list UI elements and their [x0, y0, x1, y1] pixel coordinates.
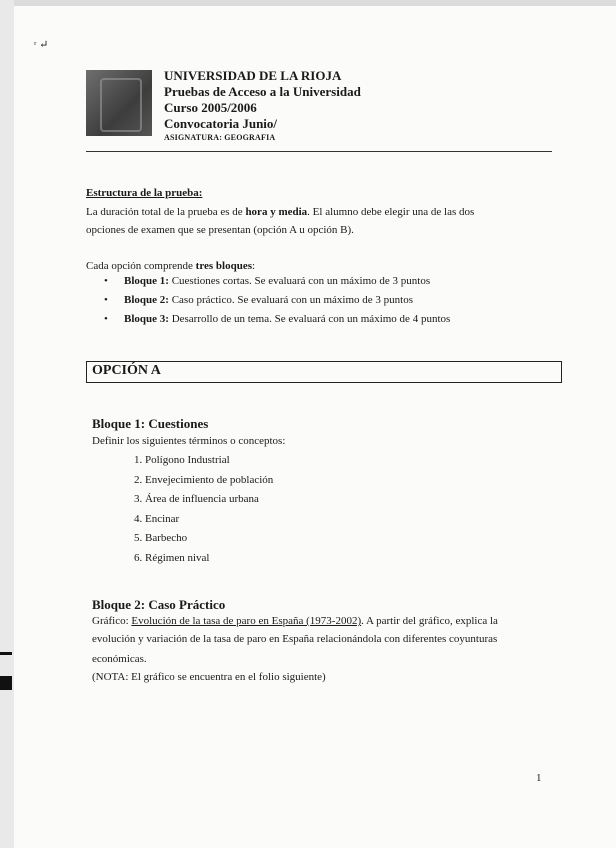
blocks-intro-bold: tres bloques	[195, 260, 252, 272]
scan-mark	[0, 652, 12, 655]
list-item: 3. Área de influencia urbana	[134, 493, 259, 505]
duration-bold: hora y media	[245, 206, 308, 218]
blocks-intro-start: Cada opción comprende	[86, 260, 196, 272]
header-divider	[86, 151, 552, 152]
graph-title: Evolución de la tasa de paro en España (1973-2002)	[131, 615, 362, 627]
graph-instruction: . A partir del gráfico, explica la	[361, 615, 498, 627]
list-item	[104, 272, 450, 291]
bloque2-line2: evolución y variación de la tasa de paro en España relacionándola con diferentes coyunturas	[92, 633, 498, 645]
list-item: 6. Régimen nival	[134, 551, 210, 564]
bloque2-note: (NOTA: El gráfico se encuentra en el folio siguiente)	[92, 671, 326, 683]
bloque1-title: Bloque 1: Cuestiones	[92, 416, 209, 431]
exam-session: Convocatoria Junio/	[164, 116, 278, 131]
bloque2-paragraph	[92, 612, 498, 630]
list-item	[104, 310, 450, 329]
scan-left-strip	[0, 0, 14, 848]
logo-emblem	[100, 78, 142, 132]
duration-paragraph-line2: opciones de examen que se presentan (opción A u opción B).	[86, 224, 354, 236]
graph-lead: Gráfico:	[92, 615, 132, 627]
terms-list	[134, 451, 273, 568]
university-name: UNIVERSIDAD DE LA RIOJA	[164, 68, 342, 83]
structure-title: Estructura de la prueba:	[86, 187, 203, 199]
duration-text-end: . El alumno debe elegir una de las dos	[307, 206, 475, 218]
course-year: Curso 2005/2006	[164, 100, 257, 115]
blocks-list	[104, 272, 450, 329]
subject-line: ASIGNATURA: GEOGRAFIA	[164, 133, 276, 142]
scan-mark	[0, 676, 12, 690]
list-item: 2. Envejecimiento de población	[134, 473, 274, 486]
bloque2-line3: económicas.	[92, 653, 147, 665]
list-item: 5. Barbecho	[134, 532, 188, 544]
duration-paragraph	[86, 203, 474, 221]
block-label: Bloque 1:	[124, 275, 169, 287]
university-logo	[86, 70, 152, 136]
page-number: 1	[536, 772, 542, 784]
duration-text-start: La duración total de la prueba es de	[86, 206, 246, 218]
bloque1-intro: Definir los siguientes términos o conceptos:	[92, 435, 286, 447]
bullet-icon: •	[104, 294, 108, 306]
bloque2-title: Bloque 2: Caso Práctico	[92, 597, 226, 612]
list-item	[104, 291, 450, 310]
block-description: Cuestiones cortas. Se evaluará con un máximo de 3 puntos	[168, 275, 431, 287]
block-label: Bloque 2:	[124, 294, 169, 306]
scan-artifact: ʳ ↵	[34, 39, 49, 51]
bullet-icon: •	[104, 313, 108, 325]
exam-name: Pruebas de Acceso a la Universidad	[164, 84, 361, 99]
block-label: Bloque 3:	[124, 313, 169, 325]
list-item: 4. Encinar	[134, 512, 180, 525]
option-a-banner	[86, 361, 562, 383]
block-description: Caso práctico. Se evaluará con un máximo de 3 puntos	[168, 294, 414, 306]
block-description: Desarrollo de un tema. Se evaluará con un máximo de 4 puntos	[168, 313, 451, 325]
blocks-intro-end: :	[252, 260, 256, 272]
option-title: OPCIÓN A	[92, 363, 161, 378]
list-item: 1. Polígono Industrial	[134, 454, 230, 466]
document-header	[164, 68, 361, 143]
bullet-icon: •	[104, 275, 108, 287]
